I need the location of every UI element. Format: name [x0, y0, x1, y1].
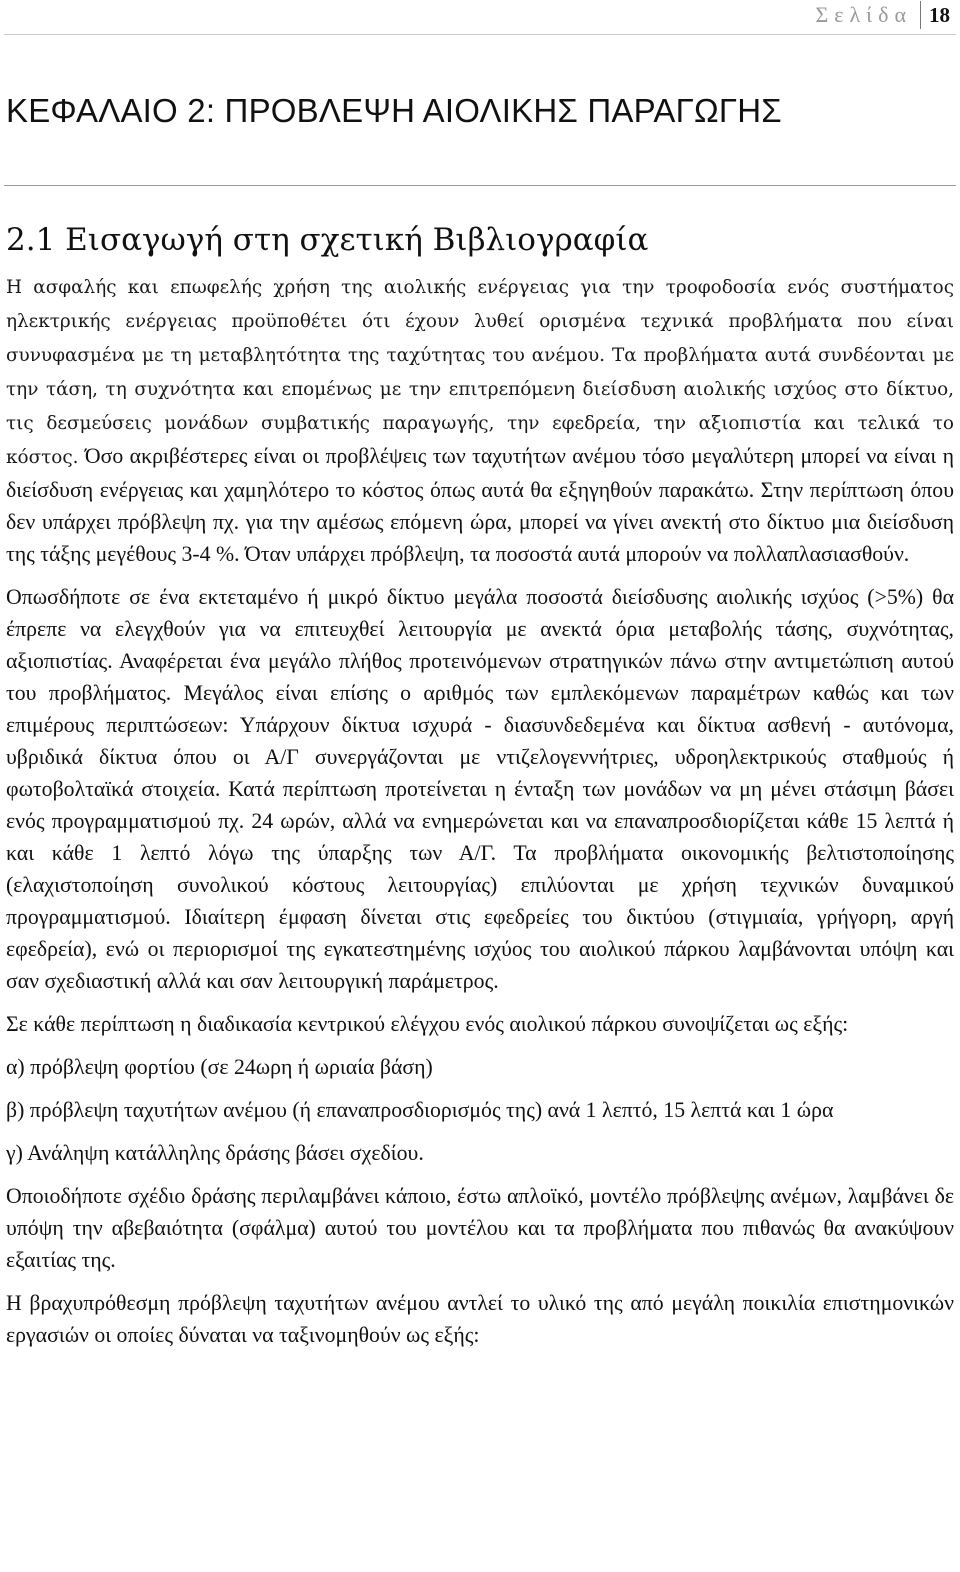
chapter-title: ΚΕΦΑΛΑΙΟ 2: ΠΡΟΒΛΕΨΗ ΑΙΟΛΙΚΗΣ ΠΑΡΑΓΩΓΗΣ: [6, 92, 782, 129]
page-label: Σελίδα: [815, 2, 912, 27]
header-rule: [4, 34, 956, 35]
list-item-a: α) πρόβλεψη φορτίου (σε 24ωρη ή ωριαία βάση): [6, 1055, 433, 1079]
paragraph-action-plan: Οποιοδήποτε σχέδιο δράσης περιλαμβάνει κάποιο, έστω απλοϊκό, μοντέλο πρόβλεψης ανέμων, λαμβάνει δε υπόψη την αβεβαιότητα (σφάλμα) αυτού του μοντέλου και τα προβλήματα που πιθανώς θα ανακύψουν εξαιτίας της.: [6, 1184, 954, 1272]
body-text: [6, 270, 954, 1351]
chapter-rule: [4, 185, 956, 186]
page-number: 18: [929, 2, 950, 27]
page-header: [815, 0, 950, 30]
section-title: 2.1 Εισαγωγή στη σχετική Βιβλιογραφία: [6, 222, 649, 258]
paragraph-intro-part2: Όσο ακριβέστερες είναι οι προβλέψεις των ταχυτήτων ανέμου τόσο μεγαλύτερη μπορεί να είναι η διείσδυση ενέργειας και χαμηλότερο το κόστος όπως αυτά θα εξηγηθούν παρακάτω. Στην περίπτωση όπου δεν υπάρχει πρόβλεψη πχ. για την αμέσως επόμενη ώρα, μπορεί να γίνει ανεκτή στο δίκτυο μια διείσδυση της τάξης μεγέθους 3-4 %. Όταν υπάρχει πρόβλεψη, τα ποσοστά αυτά μπορούν να πολλαπλασιασθούν.: [6, 444, 954, 566]
paragraph-intro: [6, 270, 954, 570]
list-item-c: γ) Ανάληψη κατάλληλης δράσης βάσει σχεδίου.: [6, 1141, 424, 1165]
paragraph-control-summary: Σε κάθε περίπτωση η διαδικασία κεντρικού ελέγχου ενός αιολικού πάρκου συνοψίζεται ως εξής:: [6, 1012, 849, 1036]
list-item-b: β) πρόβλεψη ταχυτήτων ανέμου (ή επαναπροσδιορισμός της) ανά 1 λεπτό, 15 λεπτά και 1 ώρα: [6, 1098, 834, 1122]
header-divider: [920, 1, 921, 29]
paragraph-strategies: Οπωσδήποτε σε ένα εκτεταμένο ή μικρό δίκτυο μεγάλα ποσοστά διείσδυσης αιολικής ισχύος (>5%) θα έπρεπε να ελεγχθούν για να επιτευχθεί λειτουργία με ανεκτά όρια μεταβολής τάσης, συχνότητας, αξιοπιστίας. Αναφέρεται ένα μεγάλο πλήθος προτεινόμενων στρατηγικών πάνω στην αντιμετώπιση αυτού του προβλήματος. Μεγάλος είναι επίσης ο αριθμός των εμπλεκόμενων παραμέτρων καθώς και των επιμέρους περιπτώσεων: Υπάρχουν δίκτυα ισχυρά - διασυνδεδεμένα και δίκτυα ασθενή - αυτόνομα, υβριδικά δίκτυα όπου οι Α/Γ συνεργάζονται με ντιζελογεννήτριες, υδροηλεκτρικούς σταθμούς ή φωτοβολταϊκά στοιχεία. Κατά περίπτωση προτείνεται η ένταξη των μονάδων να μη μένει στάσιμη βάσει ενός προγραμματισμού πχ. 24 ωρών, αλλά να ενημερώνεται και να επαναπροσδιορίζεται κάθε 15 λεπτά ή και κάθε 1 λεπτό λόγω της ύπαρξης των Α/Γ. Τα προβλήματα οικονομικής βελτιστοποίησης (ελαχιστοποίηση συνολικού κόστους λειτουργίας) επιλύονται με χρήση τεχνικών δυναμικού προγραμματισμού. Ιδιαίτερη έμφαση δίνεται στις εφεδρείες του δικτύου (στιγμιαία, γρήγορη, αργή εφεδρεία), ενώ οι περιορισμοί της εγκατεστημένης ισχύος του αιολικού πάρκου λαμβάνονται υπόψη και σαν σχεδιαστική αλλά και σαν λειτουργική παράμετρος.: [6, 585, 954, 993]
paragraph-short-term: Η βραχυπρόθεσμη πρόβλεψη ταχυτήτων ανέμου αντλεί το υλικό της από μεγάλη ποικιλία επιστημονικών εργασιών οι οποίες δύναται να ταξινομηθούν ως εξής:: [6, 1291, 954, 1347]
paragraph-intro-part1: Η ασφαλής και επωφελής χρήση της αιολικής ενέργειας για την τροφοδοσία ενός συστήματος ηλεκτρικής ενέργειας προϋποθέτει ότι έχουν λυθεί ορισμένα τεχνικά προβλήματα που είναι συνυφασμένα με τη μεταβλητότητα της ταχύτητας του ανέμου. Τα προβλήματα αυτά συνδέονται με την τάση, τη συχνότητα και επομένως με την επιτρεπόμενη διείσδυση αιολικής ισχύος στο δίκτυο, τις δεσμεύσεις μονάδων συμβατικής παραγωγής, την εφεδρεία, την αξιοπιστία και τελικά το κόστος.: [6, 277, 954, 468]
